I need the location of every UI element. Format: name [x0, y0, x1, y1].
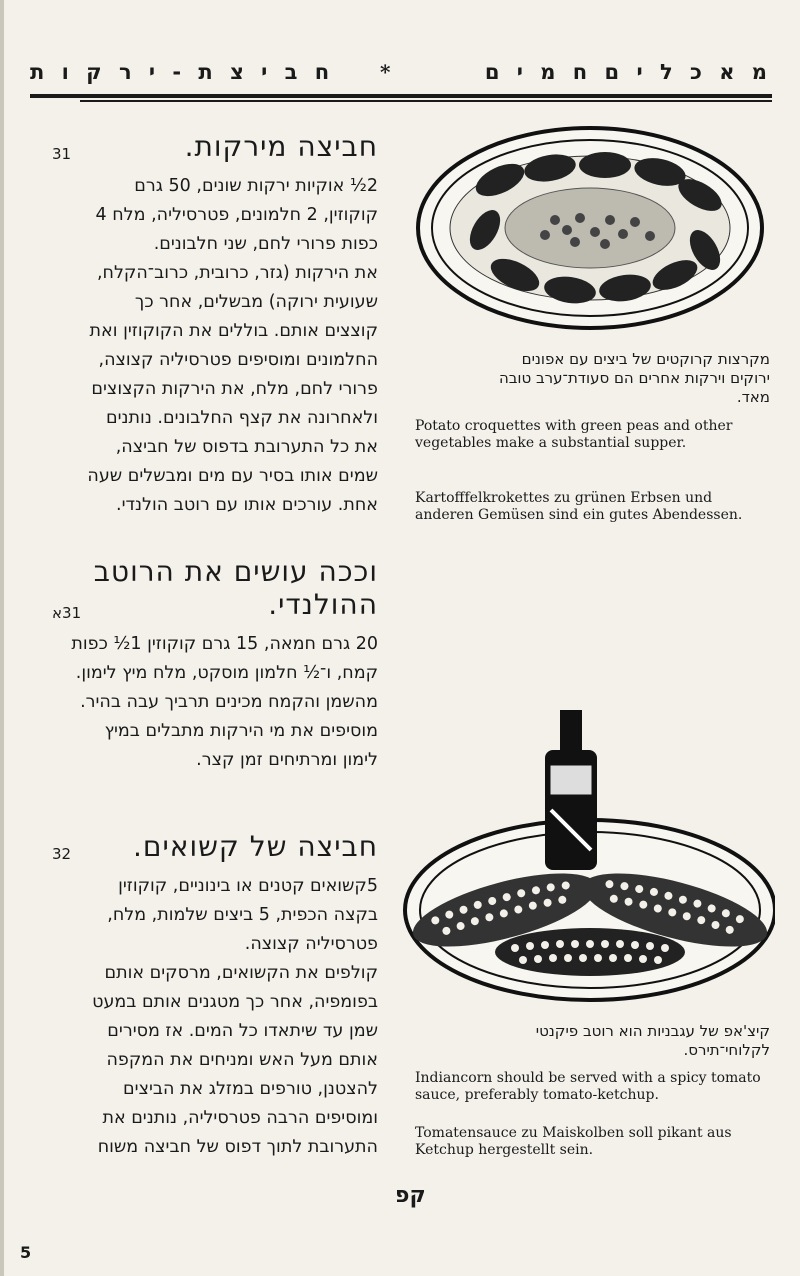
recipe-line: התערובת לתוך דפוס של חביצה משוח: [97, 1137, 378, 1157]
caption-line: קיצ'אפ של עגבניות הוא רוטב פיקנטי: [535, 1022, 770, 1040]
recipe-line: שעועית ירוקה) מבשלים, אחר כך: [134, 292, 378, 312]
footer-page-mark: קפ: [395, 1183, 426, 1208]
sauce-body: [55, 630, 378, 775]
recipe-line: כפות פרורי לחם, שני חלבונים.: [153, 234, 378, 254]
recipe-line: פרורי לחם, מלח, את הירקות הקצוצים: [91, 379, 378, 399]
recipe-line: פטרסיליה קצוצה.: [244, 934, 378, 954]
caption-english: Indiancorn should be served with a spicy tomato sauce, preferably tomato-ketchup.: [415, 1070, 761, 1103]
sauce-number: 31א: [52, 604, 82, 622]
header-separator: *: [380, 60, 391, 84]
header-right-title: מ א כ ל י ם ח מ י ם: [484, 60, 772, 84]
recipe-line: אחת. עורכים אותו עם רוטב הולנדי.: [116, 495, 378, 515]
caption-hebrew: [415, 350, 770, 407]
recipe-line: בפומפיה, אחר כך מטגנים אותם במעט: [92, 992, 378, 1012]
recipe-body: [55, 172, 378, 520]
recipe-line: את כל התערובת בדפוס של חביצה,: [115, 437, 378, 457]
recipe-line: שמן עד שיתאדו כל המים. אז מסירים: [107, 1021, 378, 1041]
running-header: [30, 60, 772, 92]
caption-german: Kartofffelkrokettes zu grünen Erbsen und anderen Gemüsen sind ein gutes Abendessen.: [415, 490, 743, 523]
recipe-line: קוצצים אותם. בוללים את הקוקוזין ואת: [89, 321, 378, 341]
croquettes-platter-illustration: [405, 110, 775, 340]
recipe-line: קוקוזין, 2 חלמונים, פטרסיליה, מלח 4: [95, 205, 378, 225]
caption-line: מאד.: [736, 388, 770, 406]
recipe-number: 31: [52, 145, 72, 163]
recipe-line: בקצה הכפית, 5 ביצים שלמות, מלח,: [107, 905, 378, 925]
recipe-line: החלמונים ומוסיפים פטרסיליה קצוצה,: [98, 350, 378, 370]
header-left-title: ח ב י צ ת - י ר ק ו ת: [30, 60, 335, 84]
recipe-line: ומוסיפים הרבה פטרסיליה, נותנים את: [102, 1108, 378, 1128]
caption-hebrew: [415, 1022, 770, 1060]
recipe-line: להצטנן, טורפים במזלג את הביצים: [123, 1079, 378, 1099]
recipe-number: 32: [52, 845, 72, 863]
recipe-body: [55, 872, 378, 1162]
recipe-line: ולאחרונה את קצף החלבונים. נותנים: [106, 408, 378, 428]
header-rule-thin: [80, 100, 772, 102]
recipe-line: קולפים את הקשואים, מרסקים אותם: [104, 963, 378, 983]
corn-ketchup-illustration: [395, 690, 775, 1010]
recipe-line: 2½ אוקיות ירקות שונים, 50 גרם: [134, 176, 378, 196]
sauce-line: לימון ומרתיחים זמן קצר.: [196, 750, 378, 770]
recipe-title: חביצה של קשואים.: [133, 830, 378, 863]
recipe-line: את הירקות (גזר, כרובית, כרוב־הקלח,: [96, 263, 378, 283]
sauce-line: קמח, ו־½ חלמון מוסקט, מלח מיץ לימון.: [75, 663, 378, 683]
page-number: 5: [20, 1243, 32, 1262]
sauce-line: 20 גרם חמאה, 15 גרם קוקוזין 1½ כפות: [71, 634, 378, 654]
sauce-title-line2: ההולנדי.: [268, 588, 378, 621]
sauce-line: מוסיפים את מי הירקות מתבלים במיץ: [104, 721, 378, 741]
recipe-title: חביצה מירקות.: [184, 130, 378, 163]
caption-line: ירוקים וירקות אחרים הם סעודת־ערב טובה: [498, 369, 770, 387]
caption-line: לקלוחי־תירס.: [683, 1041, 770, 1059]
recipe-line: אותם מעל האש ומניחים את המקפה: [106, 1050, 378, 1070]
page-edge: [0, 0, 4, 1276]
caption-english: Potato croquettes with green peas and other vegetables make a substantial supper.: [415, 418, 733, 451]
header-rule-thick: [30, 94, 772, 98]
caption-line: מקרצות קרוקטים של ביצים עם אפונים: [521, 350, 770, 368]
sauce-title-line1: וככה עושים את הרוטב: [93, 555, 378, 588]
recipe-line: שמים אותו בסיר עם מים ומבשלים שעה: [87, 466, 378, 486]
caption-german: Tomatensauce zu Maiskolben soll pikant aus Ketchup hergestellt sein.: [415, 1125, 732, 1158]
recipe-line: 5קשואים קטנים או בינוניים, קוקוזין: [118, 876, 378, 896]
sauce-line: מהשמן והקמח מכינים תרביך עבה בהיר.: [80, 692, 378, 712]
